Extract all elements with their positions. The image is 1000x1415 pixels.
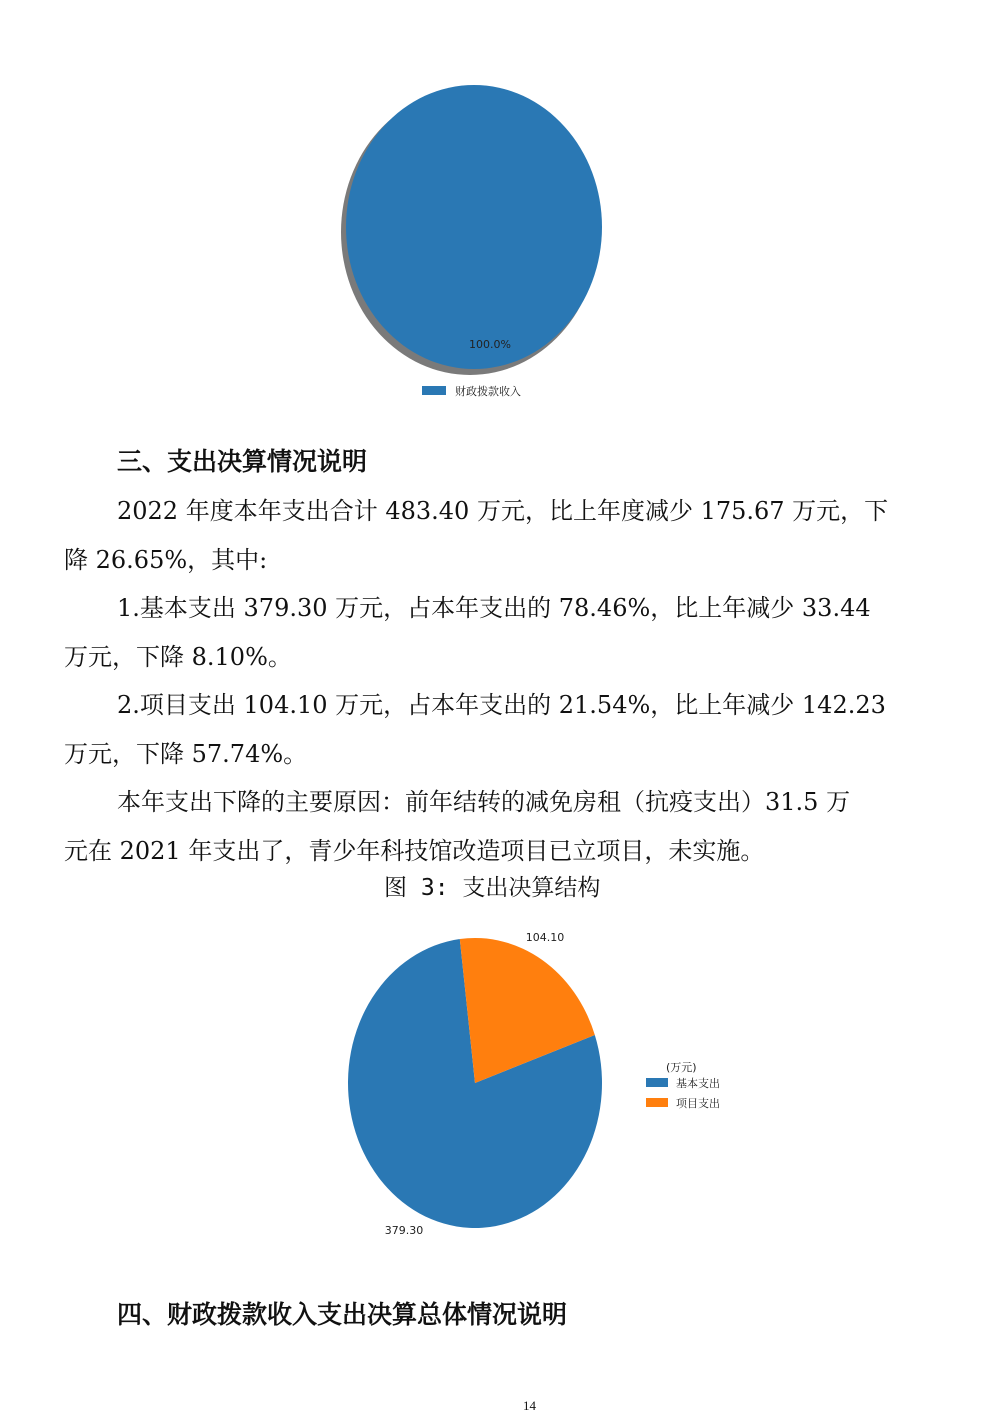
- pie-data-label: 100.0%: [469, 338, 511, 351]
- legend-swatch-project: [646, 1098, 668, 1107]
- paragraph-total-line1: 2022 年度本年支出合计 483.40 万元，比上年度减少 175.67 万元，下: [117, 497, 889, 525]
- pie-data-label-project: 104.10: [525, 931, 565, 944]
- legend-swatch-basic: [646, 1078, 668, 1087]
- legend-label-basic: 基本支出: [676, 1077, 720, 1090]
- legend-swatch-revenue: [422, 386, 446, 395]
- paragraph-reason-line1: 本年支出下降的主要原因：前年结转的减免房租（抗疫支出）31.5 万: [117, 788, 851, 816]
- paragraph-project-line1: 2.项目支出 104.10 万元，占本年支出的 21.54%，比上年减少 142.23: [117, 691, 886, 719]
- figure-caption: 图 3: 支出决算结构: [384, 875, 601, 901]
- expenditure-pie-chart: [330, 920, 750, 1250]
- paragraph-total-line2: 降 26.65%，其中:: [64, 546, 268, 574]
- paragraph-basic-line1: 1.基本支出 379.30 万元，占本年支出的 78.46%，比上年减少 33.44: [117, 594, 871, 622]
- paragraph-reason-line2: 元在 2021 年支出了，青少年科技馆改造项目已立项目，未实施。: [64, 837, 765, 865]
- legend-title: (万元): [666, 1061, 697, 1074]
- legend-label-project: 项目支出: [676, 1097, 720, 1110]
- pie-slice-revenue: [346, 85, 602, 369]
- section3-heading: 三、支出决算情况说明: [117, 447, 368, 476]
- pie-data-label-basic: 379.30: [384, 1224, 424, 1237]
- paragraph-project-line2: 万元，下降 57.74%。: [64, 740, 308, 768]
- page-number: 14: [523, 1398, 536, 1413]
- paragraph-basic-line2: 万元，下降 8.10%。: [64, 643, 292, 671]
- revenue-pie-chart: [300, 70, 640, 410]
- legend-label-revenue: 财政拨款收入: [455, 385, 521, 398]
- section4-heading: 四、财政拨款收入支出决算总体情况说明: [117, 1300, 568, 1329]
